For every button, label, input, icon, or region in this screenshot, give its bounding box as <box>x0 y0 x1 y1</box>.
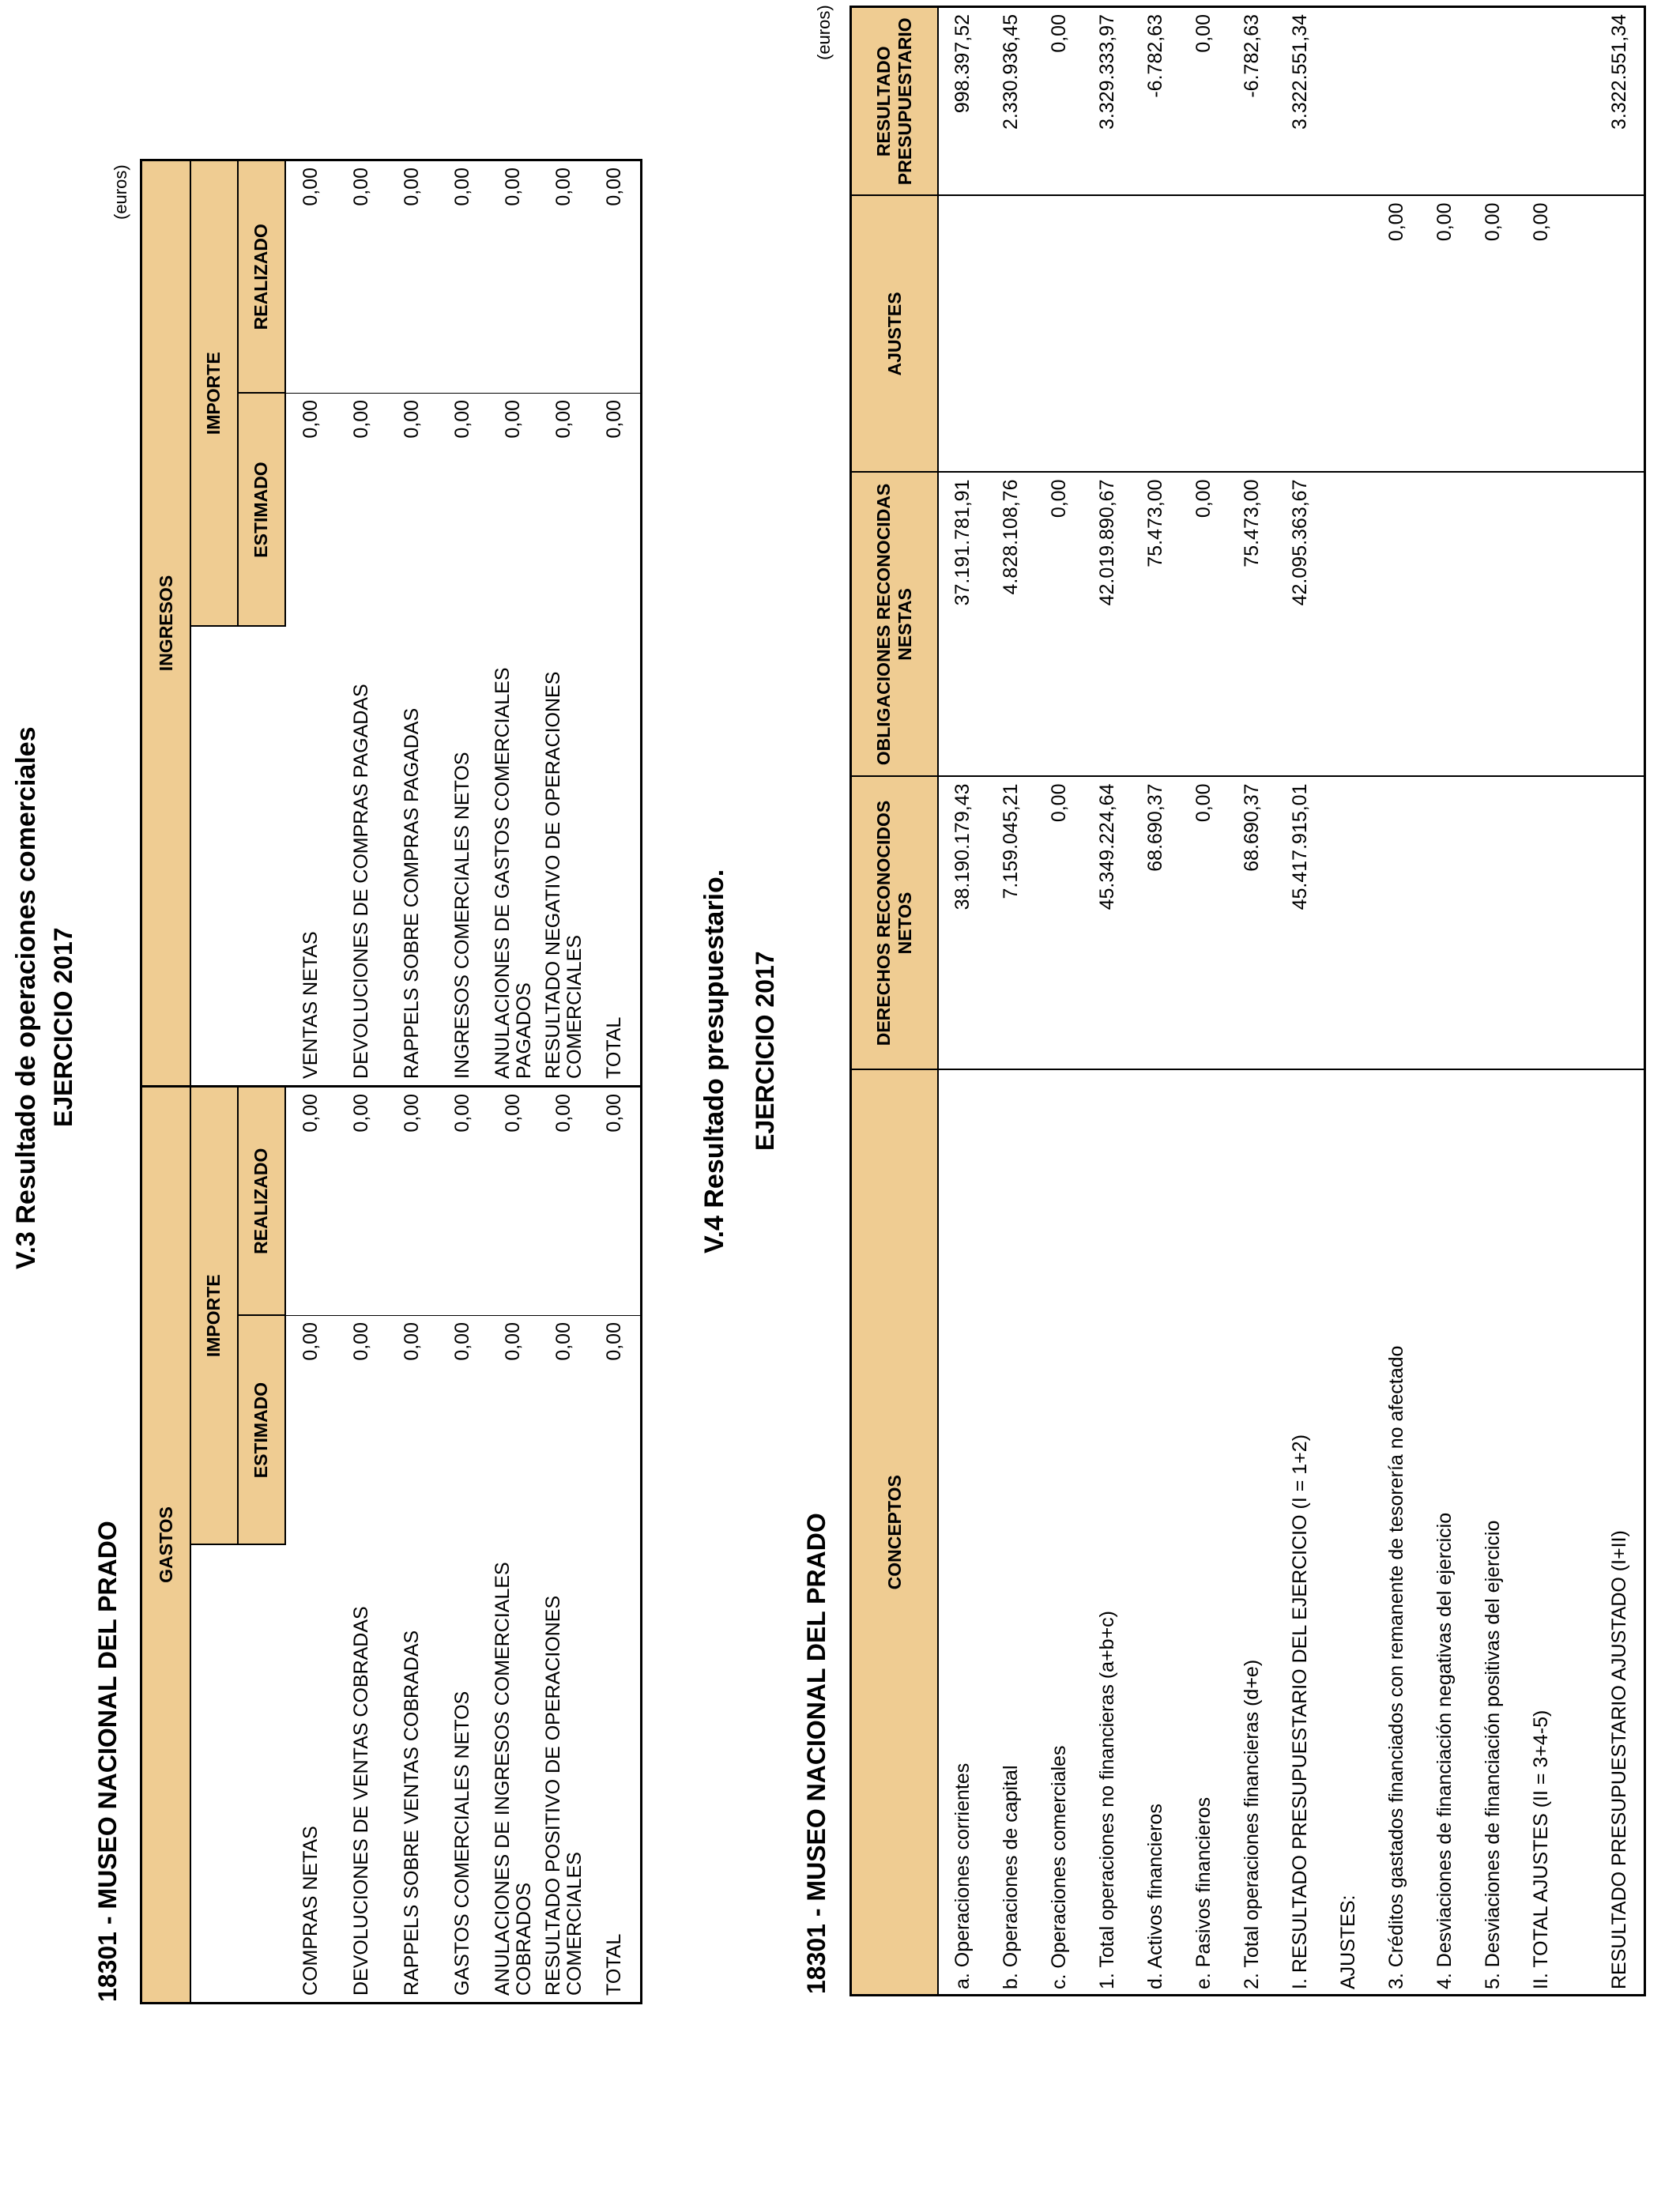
gasto-realizado: 0,00 <box>539 1086 590 1315</box>
v4-title: V.4 Resultado presupuestario. <box>699 869 729 1253</box>
derechos-value: 7.159.045,21 <box>987 777 1035 1070</box>
gasto-label: RAPPELS SOBRE VENTAS COBRADAS <box>401 1630 424 1996</box>
derechos-value: 68.690,37 <box>1228 777 1276 1070</box>
ingreso-total-estimado: 0,00 <box>590 393 642 626</box>
table-row <box>1083 7 1132 1996</box>
derechos-value: 0,00 <box>1180 777 1228 1070</box>
table-row <box>1035 7 1083 1996</box>
header-gastos-realizado: REALIZADO <box>238 1086 285 1315</box>
resultado-value <box>1324 7 1373 196</box>
table-row <box>1517 7 1565 1996</box>
table-row <box>387 160 438 2003</box>
ingreso-estimado: 0,00 <box>488 393 539 626</box>
resultado-value: -6.782,63 <box>1228 7 1276 196</box>
concepto-label: 4. Desviaciones de financiación negativas del ejercicio <box>1421 1070 1469 1996</box>
obligaciones-value: 4.828.108,76 <box>987 473 1035 777</box>
derechos-value: 0,00 <box>1035 777 1083 1070</box>
gasto-estimado: 0,00 <box>285 1316 337 1545</box>
ingreso-total-realizado: 0,00 <box>590 160 642 393</box>
obligaciones-value: 37.191.781,91 <box>938 473 987 777</box>
header-ingresos: INGRESOS <box>141 160 190 1086</box>
gasto-realizado: 0,00 <box>438 1086 488 1315</box>
table-row <box>987 7 1035 1996</box>
v4-entity: 18301 - MUSEO NACIONAL DEL PRADO <box>802 1513 831 1994</box>
header-ingresos-realizado: REALIZADO <box>238 160 285 393</box>
ajustes-value: 0,00 <box>1373 196 1421 473</box>
ajustes-value <box>1132 196 1180 473</box>
spacer-cell <box>1565 777 1595 1070</box>
ingreso-label: INGRESOS COMERCIALES NETOS <box>438 626 488 1086</box>
gasto-estimado: 0,00 <box>438 1316 488 1545</box>
concepto-label: b. Operaciones de capital <box>987 1070 1035 1996</box>
concepto-label: I. RESULTADO PRESUPUESTARIO DEL EJERCICIO (I = 1+2) <box>1276 1070 1324 1996</box>
derechos-value: 45.349.224,64 <box>1083 777 1132 1070</box>
gasto-label: DEVOLUCIONES DE VENTAS COBRADAS <box>350 1606 373 1996</box>
ajustes-value <box>1276 196 1324 473</box>
obligaciones-value: 75.473,00 <box>1132 473 1180 777</box>
gasto-realizado: 0,00 <box>488 1086 539 1315</box>
ingreso-total-label: TOTAL <box>590 626 642 1086</box>
obligaciones-value: 0,00 <box>1180 473 1228 777</box>
obligaciones-value <box>1324 473 1373 777</box>
header-obligaciones: OBLIGACIONES RECONOCIDAS NESTAS <box>851 473 938 777</box>
ingreso-estimado: 0,00 <box>539 393 590 626</box>
concepto-label: e. Pasivos financieros <box>1180 1070 1228 1996</box>
table-row <box>1132 7 1180 1996</box>
header-gastos-estimado: ESTIMADO <box>238 1316 285 1545</box>
spacer-cell <box>1565 196 1595 473</box>
table-row <box>285 160 337 2003</box>
spacer-cell <box>1565 7 1595 196</box>
table-row <box>1324 7 1373 1996</box>
table-row <box>488 160 539 2003</box>
ingreso-label: RAPPELS SOBRE COMPRAS PAGADAS <box>387 626 438 1086</box>
spacer-cell <box>1565 1070 1595 1996</box>
ajustes-value <box>938 196 987 473</box>
ajustes-value <box>1595 196 1645 473</box>
ingreso-label: ANULACIONES DE GASTOS COMERCIALES PAGADOS <box>488 626 539 1086</box>
obligaciones-value <box>1517 473 1565 777</box>
table-row <box>438 160 488 2003</box>
table-row-total <box>590 160 642 2003</box>
header-ajustes: AJUSTES <box>851 196 938 473</box>
table-row <box>1180 7 1228 1996</box>
obligaciones-value <box>1373 473 1421 777</box>
header-ingresos-importe: IMPORTE <box>190 160 238 626</box>
header-gastos: GASTOS <box>141 1086 190 2003</box>
obligaciones-value: 42.095.363,67 <box>1276 473 1324 777</box>
gasto-total-label: TOTAL <box>603 1933 626 1996</box>
resultado-value: 0,00 <box>1180 7 1228 196</box>
ingreso-realizado: 0,00 <box>285 160 337 393</box>
operaciones-comerciales-table <box>140 159 642 2004</box>
table-row-spacer <box>1565 7 1595 1996</box>
obligaciones-value: 0,00 <box>1035 473 1083 777</box>
table-row <box>1421 7 1469 1996</box>
resultado-value: 3.322.551,34 <box>1276 7 1324 196</box>
v3-unit: (euros) <box>111 164 130 220</box>
table-row <box>1228 7 1276 1996</box>
resultado-value: 3.329.333,97 <box>1083 7 1132 196</box>
header-ingresos-blank <box>190 626 285 1086</box>
derechos-value: 45.417.915,01 <box>1276 777 1324 1070</box>
ajustes-value <box>1228 196 1276 473</box>
resultado-value: 3.322.551,34 <box>1595 7 1645 196</box>
gasto-realizado: 0,00 <box>285 1086 337 1315</box>
derechos-value <box>1595 777 1645 1070</box>
derechos-value: 38.190.179,43 <box>938 777 987 1070</box>
v4-unit: (euros) <box>814 5 834 60</box>
concepto-label: 5. Desviaciones de financiación positivas del ejercicio <box>1469 1070 1517 1996</box>
header-conceptos: CONCEPTOS <box>851 1070 938 1996</box>
concepto-label: RESULTADO PRESUPUESTARIO AJUSTADO (I+II) <box>1595 1070 1645 1996</box>
obligaciones-value: 42.019.890,67 <box>1083 473 1132 777</box>
ingreso-estimado: 0,00 <box>387 393 438 626</box>
ajustes-value: 0,00 <box>1421 196 1469 473</box>
gasto-label: RESULTADO POSITIVO DE OPERACIONES COMERCIALES <box>542 1595 586 1996</box>
concepto-label: AJUSTES: <box>1324 1070 1373 1996</box>
header-ingresos-estimado: ESTIMADO <box>238 393 285 626</box>
gasto-realizado: 0,00 <box>387 1086 438 1315</box>
table-row <box>1469 7 1517 1996</box>
gasto-realizado: 0,00 <box>337 1086 387 1315</box>
concepto-label: c. Operaciones comerciales <box>1035 1070 1083 1996</box>
derechos-value <box>1517 777 1565 1070</box>
ajustes-value <box>1180 196 1228 473</box>
gasto-label: ANULACIONES DE INGRESOS COMERCIALES COBRADOS <box>492 1562 535 1996</box>
derechos-value <box>1373 777 1421 1070</box>
gasto-estimado: 0,00 <box>337 1316 387 1545</box>
concepto-label: II. TOTAL AJUSTES (II = 3+4-5) <box>1517 1070 1565 1996</box>
ingreso-realizado: 0,00 <box>337 160 387 393</box>
ingreso-realizado: 0,00 <box>539 160 590 393</box>
ingreso-label: RESULTADO NEGATIVO DE OPERACIONES COMERCIALES <box>539 626 590 1086</box>
table-row <box>539 160 590 2003</box>
header-resultado: RESULTADO PRESUPUESTARIO <box>851 7 938 196</box>
ingreso-estimado: 0,00 <box>337 393 387 626</box>
resultado-value <box>1517 7 1565 196</box>
v4-ejercicio: EJERCICIO 2017 <box>751 951 779 1151</box>
header-gastos-importe: IMPORTE <box>190 1086 238 1544</box>
ajustes-value: 0,00 <box>1469 196 1517 473</box>
v3-title: V.3 Resultado de operaciones comerciales <box>11 726 41 1269</box>
ajustes-value <box>1324 196 1373 473</box>
gasto-label: COMPRAS NETAS <box>299 1826 322 1996</box>
ajustes-value <box>1035 196 1083 473</box>
table-row <box>1373 7 1421 1996</box>
table-row <box>1276 7 1324 1996</box>
concepto-label: a. Operaciones corrientes <box>938 1070 987 1996</box>
obligaciones-value <box>1595 473 1645 777</box>
header-gastos-blank <box>190 1545 285 2004</box>
concepto-label: 3. Créditos gastados financiados con remanente de tesorería no afectado <box>1373 1070 1421 1996</box>
obligaciones-value <box>1469 473 1517 777</box>
ajustes-value <box>1083 196 1132 473</box>
ingreso-estimado: 0,00 <box>438 393 488 626</box>
gasto-total-realizado: 0,00 <box>590 1086 642 1315</box>
gasto-estimado: 0,00 <box>539 1316 590 1545</box>
spacer-cell <box>1565 473 1595 777</box>
ingreso-realizado: 0,00 <box>438 160 488 393</box>
table-row <box>337 160 387 2003</box>
derechos-value: 68.690,37 <box>1132 777 1180 1070</box>
ingreso-realizado: 0,00 <box>387 160 438 393</box>
obligaciones-value <box>1421 473 1469 777</box>
derechos-value <box>1324 777 1373 1070</box>
ingreso-estimado: 0,00 <box>285 393 337 626</box>
concepto-label: d. Activos financieros <box>1132 1070 1180 1996</box>
concepto-label: 1. Total operaciones no financieras (a+b+c) <box>1083 1070 1132 1996</box>
gasto-total-estimado: 0,00 <box>590 1316 642 1545</box>
ajustes-value: 0,00 <box>1517 196 1565 473</box>
v3-ejercicio: EJERCICIO 2017 <box>49 927 77 1127</box>
v3-entity: 18301 - MUSEO NACIONAL DEL PRADO <box>93 1521 122 2002</box>
derechos-value <box>1421 777 1469 1070</box>
resultado-value: -6.782,63 <box>1132 7 1180 196</box>
ingreso-label: DEVOLUCIONES DE COMPRAS PAGADAS <box>337 626 387 1086</box>
header-derechos: DERECHOS RECONOCIDOS NETOS <box>851 777 938 1070</box>
table-row <box>938 7 987 1996</box>
resultado-value <box>1373 7 1421 196</box>
gasto-label: GASTOS COMERCIALES NETOS <box>451 1691 474 1996</box>
gasto-estimado: 0,00 <box>488 1316 539 1545</box>
ajustes-value <box>987 196 1035 473</box>
resultado-value: 998.397,52 <box>938 7 987 196</box>
resultado-value: 2.330.936,45 <box>987 7 1035 196</box>
resultado-value <box>1469 7 1517 196</box>
resultado-value: 0,00 <box>1035 7 1083 196</box>
resultado-presupuestario-table <box>849 6 1646 1996</box>
resultado-value <box>1421 7 1469 196</box>
ingreso-realizado: 0,00 <box>488 160 539 393</box>
table-row-total <box>1595 7 1645 1996</box>
derechos-value <box>1469 777 1517 1070</box>
obligaciones-value: 75.473,00 <box>1228 473 1276 777</box>
concepto-label: 2. Total operaciones financieras (d+e) <box>1228 1070 1276 1996</box>
ingreso-label: VENTAS NETAS <box>285 626 337 1086</box>
gasto-estimado: 0,00 <box>387 1316 438 1545</box>
